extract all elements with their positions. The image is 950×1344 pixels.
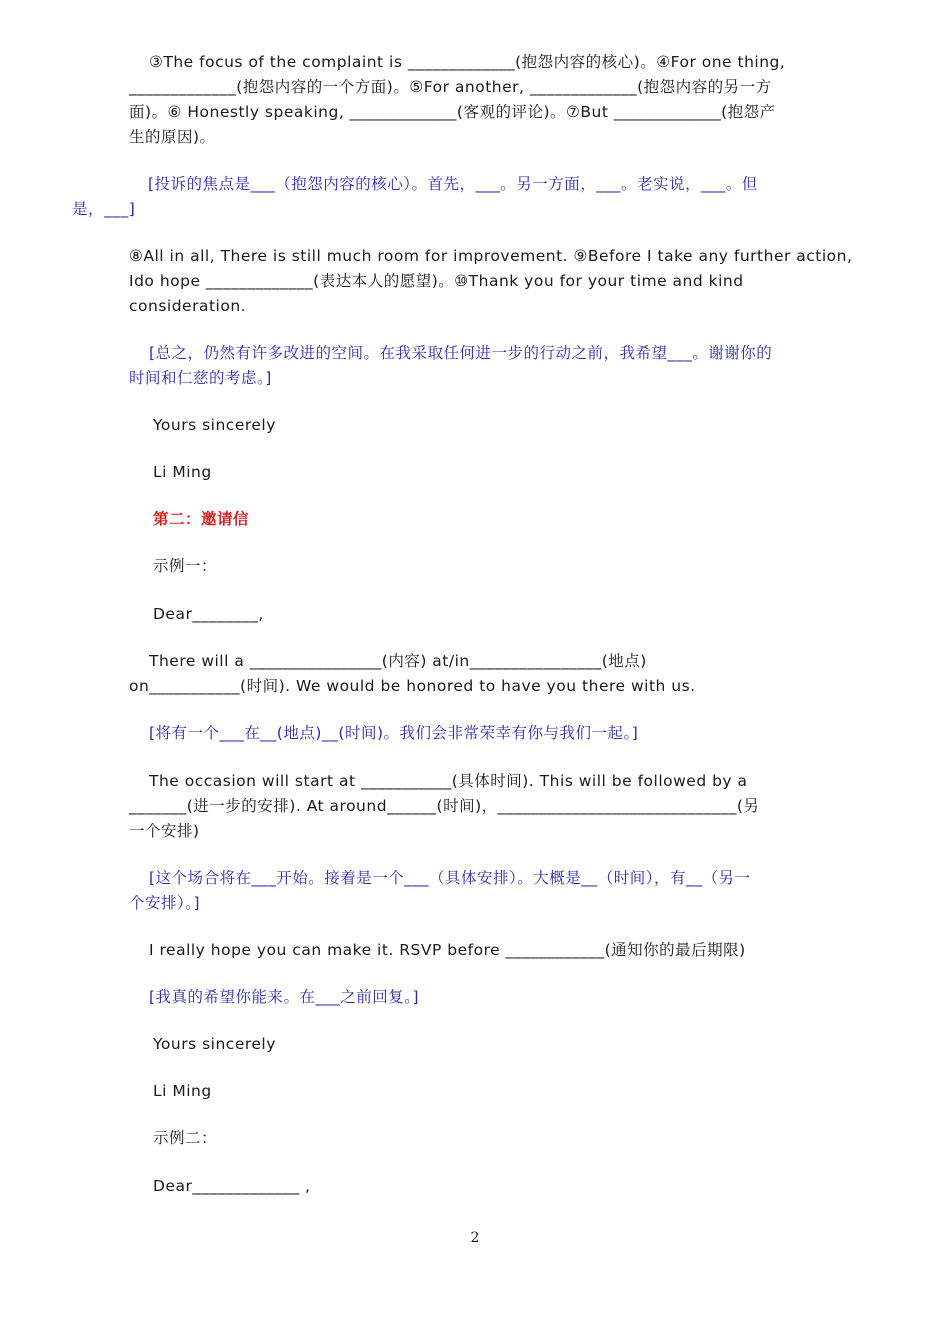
invitation-paragraph (129, 769, 759, 844)
note-line: 个安排）。] (129, 894, 201, 912)
text-line: There will a ________________(内容) at/in________________(地点) (149, 652, 647, 670)
page-number: 2 (470, 1230, 480, 1246)
translation-note (129, 866, 751, 916)
section-heading: 第二：邀请信 (153, 510, 250, 528)
note-line: [这个场合将在___开始。接着是一个___（具体安排）。大概是__（时间），有__（另一 (149, 869, 751, 887)
text-line: 一个安排) (129, 822, 200, 840)
note-line: 时间和仁慈的考虑。] (129, 369, 272, 387)
signature-name: Li Ming (153, 1082, 212, 1100)
complaint-closing-paragraph (129, 244, 852, 319)
text-line: consideration. (129, 297, 247, 315)
complaint-body-paragraph (129, 50, 785, 150)
salutation: Dear_____________ , (153, 1177, 311, 1195)
translation-note: [将有一个___在__(地点)__(时间)。我们会非常荣幸有你与我们一起。] (149, 724, 639, 742)
text-line: _______(进一步的安排). At around______(时间)，_____________________________(另 (129, 797, 760, 815)
text-line: 面)。⑥ Honestly speaking, _____________(客观的评论)。⑦But _____________(抱怨产 (129, 103, 776, 121)
signature-closing: Yours sincerely (153, 416, 276, 434)
text-line: on___________(时间). We would be honored to have you there with us. (129, 677, 696, 695)
rsvp-paragraph: I really hope you can make it. RSVP before ____________(通知你的最后期限) (149, 941, 746, 959)
salutation: Dear________, (153, 605, 264, 623)
text-line: _____________(抱怨内容的一个方面)。⑤For another, _____________(抱怨内容的另一方 (129, 78, 772, 96)
text-line: ⑧All in all, There is still much room for improvement. ⑨Before I take any further action, (129, 247, 853, 265)
translation-note: [我真的希望你能来。在___之前回复。] (149, 988, 420, 1006)
note-line: 是，___] (72, 200, 136, 218)
invitation-paragraph (129, 649, 696, 699)
translation-note (129, 341, 772, 391)
note-line: [投诉的焦点是___（抱怨内容的核心）。首先，___。另一方面，___。老实说，___。但 (148, 175, 758, 193)
translation-note (72, 172, 758, 222)
example-label: 示例一： (153, 557, 218, 575)
signature-closing: Yours sincerely (153, 1035, 276, 1053)
signature-name: Li Ming (153, 463, 212, 481)
text-line: 生的原因)。 (129, 128, 216, 146)
text-line: Ido hope _____________(表达本人的愿望)。⑩Thank you for your time and kind (129, 272, 744, 290)
example-label: 示例二： (153, 1129, 218, 1147)
text-line: ③The focus of the complaint is _____________(抱怨内容的核心)。④For one thing, (149, 53, 786, 71)
note-line: [总之，仍然有许多改进的空间。在我采取任何进一步的行动之前，我希望___。谢谢你的 (149, 344, 773, 362)
text-line: The occasion will start at ___________(具体时间). This will be followed by a (149, 772, 748, 790)
